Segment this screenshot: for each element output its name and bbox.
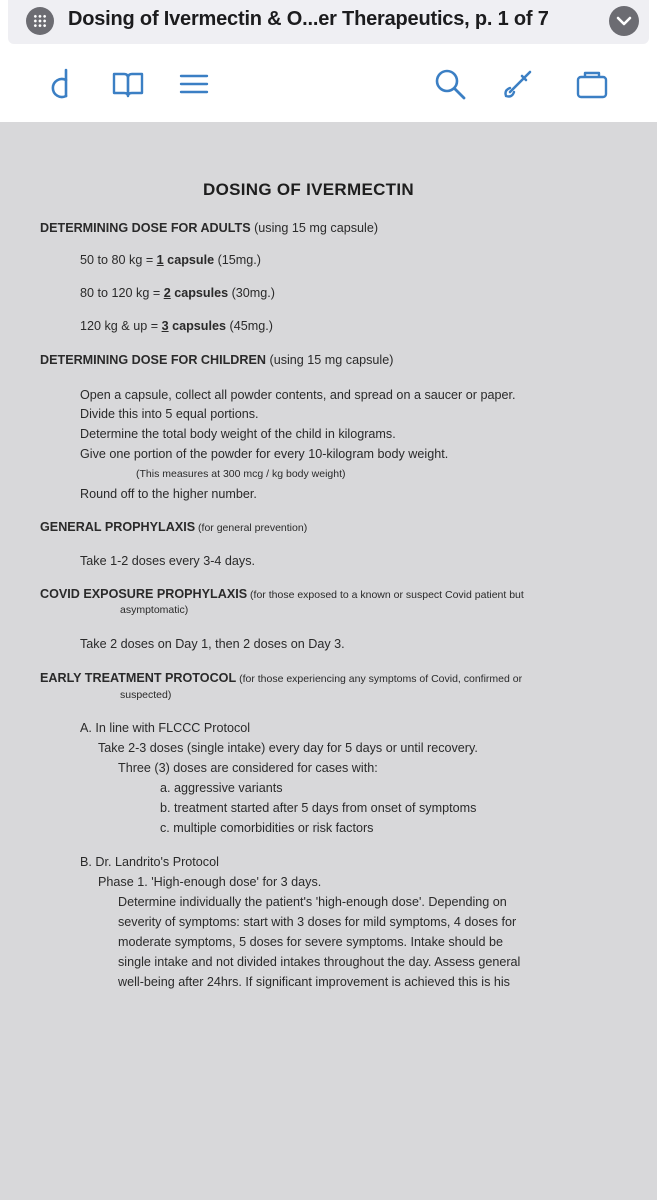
list-icon[interactable] <box>176 66 212 102</box>
covid-section-header <box>40 587 524 601</box>
protocol-a-title: A. In line with FLCCC Protocol <box>80 721 251 735</box>
protocol-a-three: Three (3) doses are considered for cases with: <box>118 761 378 775</box>
protocol-a-item: a. aggressive variants <box>160 781 283 795</box>
app-grid-icon[interactable] <box>26 7 54 35</box>
children-measure-note: (This measures at 300 mcg / kg body weight) <box>136 468 346 480</box>
adults-note: (using 15 mg capsule) <box>250 221 379 235</box>
children-step: Determine the total body weight of the child in kilograms. <box>80 427 396 441</box>
dose-range: 50 to 80 kg = <box>80 253 157 267</box>
dose-range: 120 kg & up = <box>80 319 162 333</box>
document-title: Dosing of Ivermectin & O...er Therapeutics, p. 1 of 7 <box>68 8 549 30</box>
document-heading: DOSING OF IVERMECTIN <box>203 180 414 199</box>
children-step: Give one portion of the powder for every 10-kilogram body weight. <box>80 447 449 461</box>
early-note-cont: suspected) <box>120 689 172 701</box>
protocol-a-text: Take 2-3 doses (single intake) every day for 5 days or until recovery. <box>98 741 478 755</box>
adult-dose-row <box>80 319 273 333</box>
dose-count: 3 <box>161 319 169 333</box>
protocol-a-item: b. treatment started after 5 days from onset of symptoms <box>160 801 477 815</box>
children-round: Round off to the higher number. <box>80 487 257 501</box>
children-note: (using 15 mg capsule) <box>266 353 394 367</box>
early-title: EARLY TREATMENT PROTOCOL <box>40 671 237 685</box>
protocol-b-line: well-being after 24hrs. If significant improvement is achieved this is his <box>118 975 510 989</box>
chevron-down-icon <box>616 14 632 28</box>
general-title: GENERAL PROPHYLAXIS <box>40 520 196 534</box>
early-note: (for those experiencing any symptoms of Covid, confirmed or <box>236 673 523 685</box>
dose-count: 2 <box>163 286 171 300</box>
protocol-b-title: B. Dr. Landrito's Protocol <box>80 855 219 869</box>
general-section-header <box>40 520 307 534</box>
copy-icon[interactable] <box>574 66 610 102</box>
search-icon[interactable] <box>432 66 468 102</box>
protocol-b-line: moderate symptoms, 5 doses for severe symptoms. Intake should be <box>118 935 503 949</box>
children-step: Divide this into 5 equal portions. <box>80 407 259 421</box>
covid-note: (for those exposed to a known or suspect Covid patient but <box>247 589 524 601</box>
children-title: DETERMINING DOSE FOR CHILDREN <box>40 353 266 367</box>
protocol-b-line: Determine individually the patient's 'high-enough dose'. Depending on <box>118 895 507 909</box>
adult-dose-row <box>80 286 275 300</box>
dose-mg: (45mg.) <box>226 319 273 333</box>
covid-title: COVID EXPOSURE PROPHYLAXIS <box>40 587 248 601</box>
toolbar <box>0 50 657 122</box>
early-section-header <box>40 671 522 685</box>
document-page[interactable] <box>0 122 657 1200</box>
covid-text: Take 2 doses on Day 1, then 2 doses on Day 3. <box>80 637 345 651</box>
dose-count: 1 <box>156 253 164 267</box>
protocol-a-item: c. multiple comorbidities or risk factors <box>160 821 374 835</box>
adults-section-header <box>40 221 378 235</box>
dose-mg: (30mg.) <box>228 286 275 300</box>
general-note: (for general prevention) <box>195 522 308 534</box>
protocol-b-line: single intake and not divided intakes throughout the day. Assess general <box>118 955 521 969</box>
protocol-b-line: severity of symptoms: start with 3 doses for mild symptoms, 4 doses for <box>118 915 517 929</box>
adults-title: DETERMINING DOSE FOR ADULTS <box>40 221 251 235</box>
protocol-b-phase: Phase 1. 'High-enough dose' for 3 days. <box>98 875 322 889</box>
dose-range: 80 to 120 kg = <box>80 286 164 300</box>
children-section-header <box>40 353 393 367</box>
covid-note-cont: asymptomatic) <box>120 604 189 616</box>
dose-unit: capsules <box>170 286 229 300</box>
dose-mg: (15mg.) <box>214 253 261 267</box>
general-text: Take 1-2 doses every 3-4 days. <box>80 554 256 568</box>
children-step: Open a capsule, collect all powder contents, and spread on a saucer or paper. <box>80 388 516 402</box>
dose-unit: capsules <box>168 319 226 333</box>
adult-dose-row <box>80 253 261 267</box>
text-format-icon[interactable] <box>42 66 78 102</box>
pen-icon[interactable] <box>500 66 536 102</box>
dose-unit: capsule <box>163 253 215 267</box>
title-menu-button[interactable] <box>609 6 639 36</box>
title-bar <box>8 0 649 44</box>
book-icon[interactable] <box>110 66 146 102</box>
